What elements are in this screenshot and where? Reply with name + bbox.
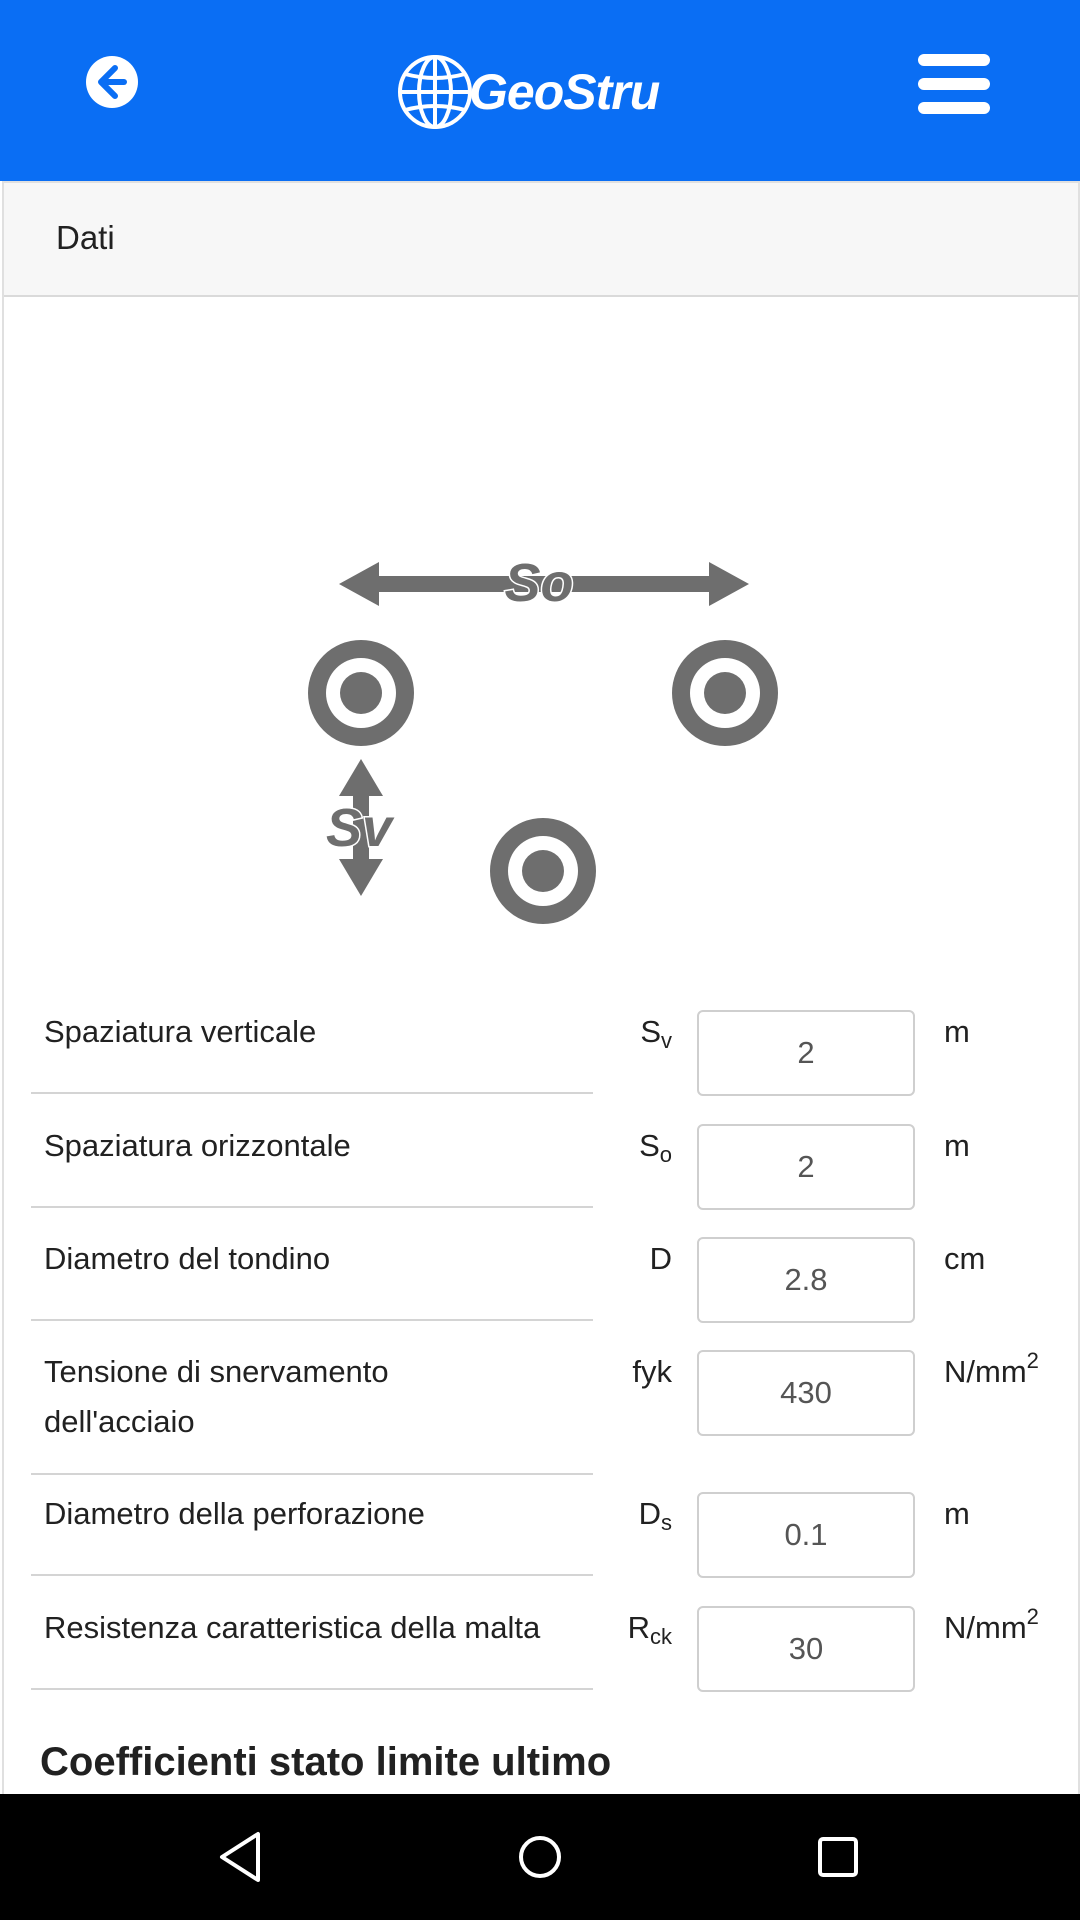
field-symbol: $S_v$ (640, 1014, 672, 1053)
field-unit: m (944, 1014, 970, 1049)
borehole-diameter-input[interactable] (697, 1492, 915, 1578)
field-unit: $N/mm^2$ (944, 1604, 1039, 1645)
row-yield-strength (4, 1347, 1080, 1497)
field-unit: $N/mm^2$ (944, 1348, 1039, 1389)
grout-strength-input[interactable] (697, 1606, 915, 1692)
divider (31, 1688, 593, 1690)
nail-top-right (672, 640, 778, 746)
geostru-logo (395, 50, 660, 134)
system-navigation-bar (0, 1794, 1080, 1920)
row-bar-diameter (4, 1234, 1080, 1334)
logo-text: GeoStru (469, 64, 660, 120)
row-grout-strength (4, 1603, 1080, 1703)
hamburger-menu-icon (918, 78, 990, 90)
square-recents-icon[interactable] (807, 1826, 869, 1888)
field-label: Diametro del tondino (44, 1241, 331, 1276)
field-symbol: fyk (632, 1354, 672, 1389)
circle-home-icon[interactable] (509, 1826, 571, 1888)
horizontal-spacing-input[interactable] (697, 1124, 915, 1210)
field-label: Spaziatura verticale (44, 1014, 317, 1049)
field-symbol: $S_o$ (639, 1128, 672, 1167)
card-header (4, 181, 1078, 297)
horizontal-spacing-label: So (504, 553, 574, 613)
triangle-back-icon[interactable] (210, 1826, 272, 1888)
app-bar (0, 0, 1080, 181)
field-symbol: D (649, 1241, 672, 1276)
section-title: Coefficienti stato limite ultimo (40, 1740, 612, 1784)
hamburger-menu-icon (918, 54, 990, 66)
row-vertical-spacing (4, 1007, 1080, 1107)
back-button[interactable] (84, 54, 140, 110)
field-unit: m (944, 1128, 970, 1163)
field-label: Diametro della perforazione (44, 1496, 425, 1531)
nail-center (490, 818, 596, 924)
row-borehole-diameter (4, 1489, 1080, 1589)
divider (31, 1092, 593, 1094)
hamburger-menu-icon (918, 102, 990, 114)
card-title: Dati (56, 219, 115, 256)
divider (31, 1206, 593, 1208)
yield-strength-input[interactable] (697, 1350, 915, 1436)
field-unit: m (944, 1496, 970, 1531)
globe-icon (395, 50, 479, 134)
row-horizontal-spacing (4, 1121, 1080, 1221)
divider (31, 1319, 593, 1321)
field-symbol: $R_{ck}$ (627, 1610, 672, 1649)
vertical-spacing-input[interactable] (697, 1010, 915, 1096)
nail-top-left (308, 640, 414, 746)
spacing-diagram (274, 376, 814, 936)
field-label: Spaziatura orizzontale (44, 1128, 351, 1163)
field-label-line2: dell'acciaio (44, 1404, 195, 1439)
vertical-spacing-label: Sv (325, 798, 393, 858)
arrow-left-circle-icon (84, 54, 140, 110)
divider (31, 1574, 593, 1576)
field-symbol: $D_s$ (638, 1496, 672, 1535)
menu-button[interactable] (918, 54, 994, 114)
field-label: Resistenza caratteristica della malta (44, 1610, 541, 1645)
divider (31, 1473, 593, 1475)
field-unit: cm (944, 1241, 986, 1276)
data-card (2, 181, 1080, 1794)
field-label: Tensione di snervamento (44, 1354, 389, 1389)
bar-diameter-input[interactable] (697, 1237, 915, 1323)
